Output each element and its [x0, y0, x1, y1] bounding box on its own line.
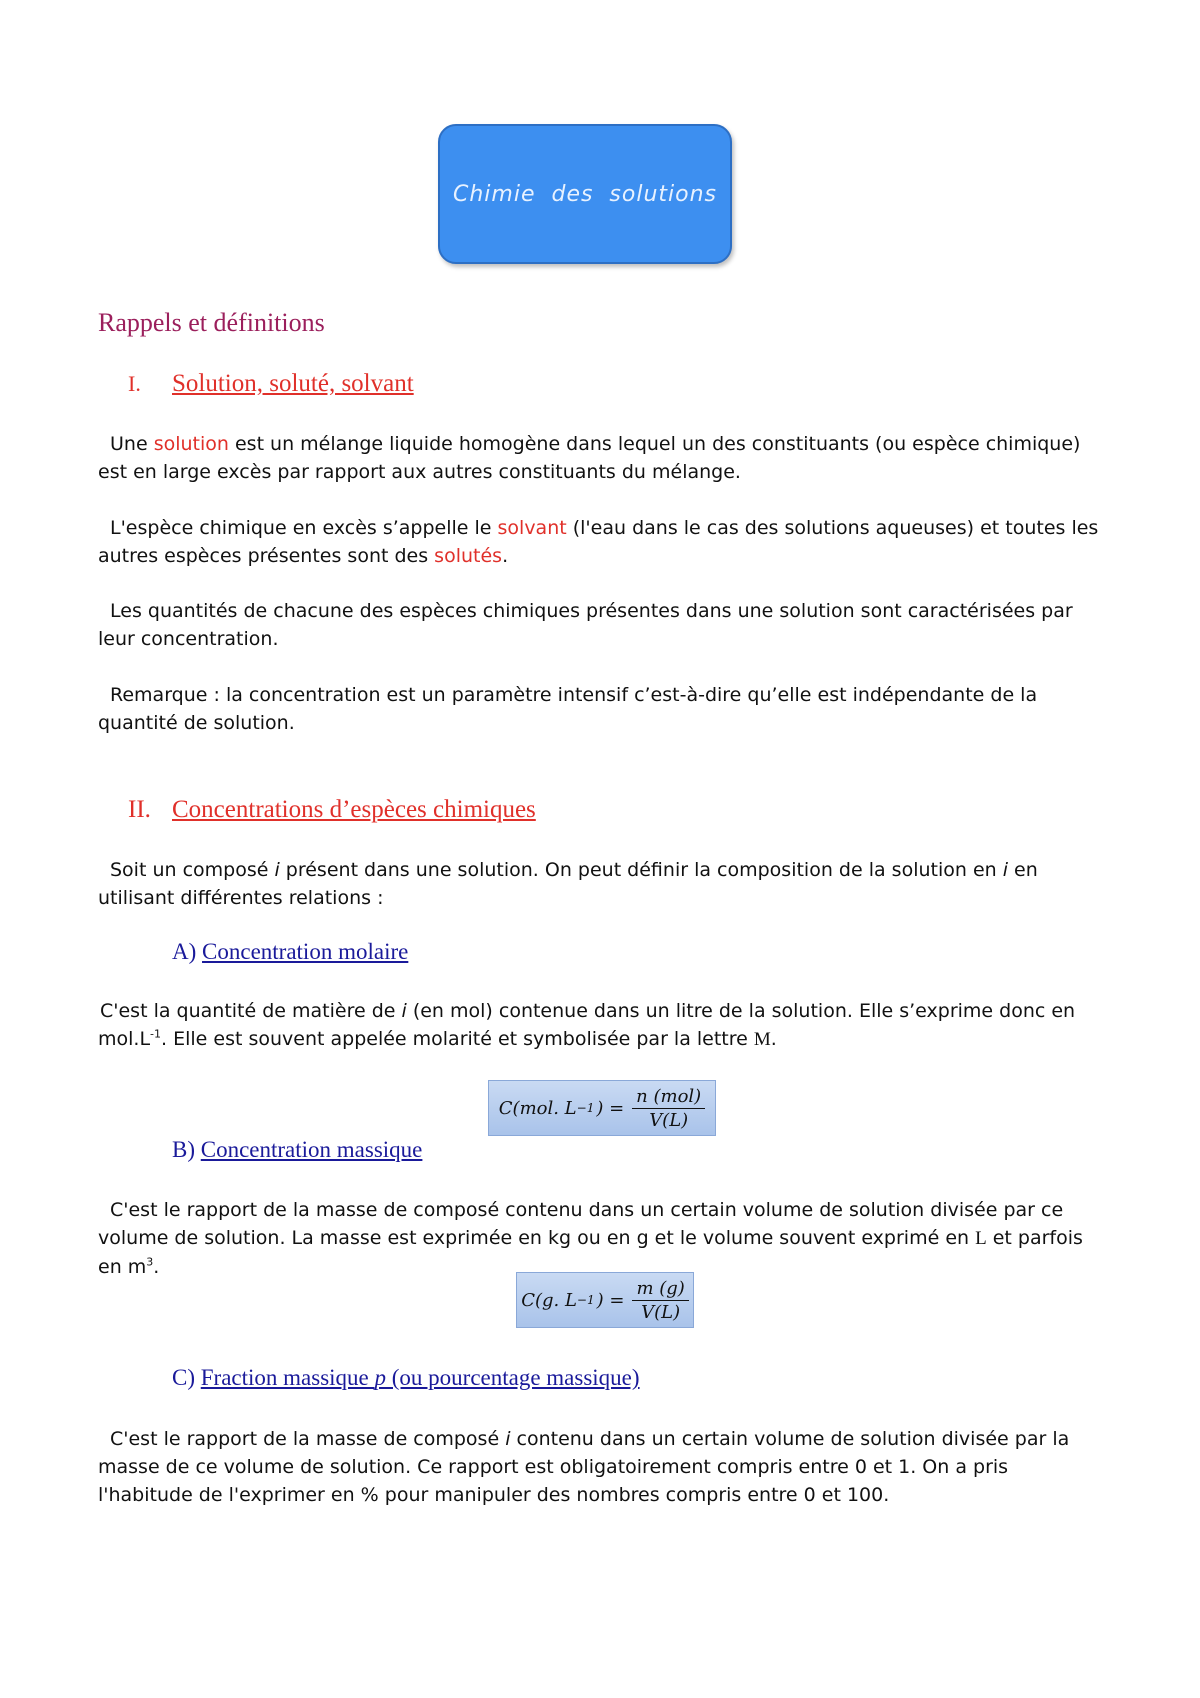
subsection-c-title: Fraction massique p (ou pourcentage massique)	[200, 1365, 640, 1390]
paragraph-quantities: Les quantités de chacune des espèces chimiques présentes dans une solution sont caractérisées par leur concentration.	[98, 600, 1073, 650]
section-1-number: I.	[128, 371, 141, 396]
subsection-a-heading	[172, 939, 408, 965]
section-2-heading	[128, 796, 536, 824]
term-solvant: solvant	[497, 517, 567, 539]
section-1-title: Solution, soluté, solvant	[172, 370, 414, 397]
subsection-b-title: Concentration massique	[200, 1137, 423, 1162]
paragraph-mass-fraction: C'est le rapport de la masse de composé i contenu dans un certain volume de solution divisée par la masse de ce volume de solution. Ce rapport est obligatoirement compris entre 0 et 1. On a pris l'habitude de l'exprimer en % pour manipuler des nombres compris entre 0 et 100.	[98, 1428, 1070, 1506]
formula-molar-concentration: C(mol. L −1 ) = $\frac{\text{n (mol)}}{V(L)}$	[488, 1080, 716, 1136]
paragraph-molar: C'est la quantité de matière de i (en mol) contenue dans un litre de la solution. Elle s’exprime donc en $mol.L^{-1}$. Elle est souvent appelée molarité et symbolisée par la lettre M.	[98, 1000, 1076, 1050]
term-solution: solution	[153, 433, 229, 455]
subsection-c-letter: C)	[172, 1365, 195, 1390]
paragraph-intro: Soit un composé i présent dans une solution. On peut définir la composition de la solution en i en utilisant différentes relations :	[98, 859, 1038, 909]
document-title-box	[438, 124, 732, 264]
document-title: Chimie des solutions	[452, 181, 718, 207]
formula-mass-concentration: C(g. L −1 ) = $\frac{m (g)}{V(L)}$	[516, 1272, 694, 1328]
paragraph-mass-concentration: C'est le rapport de la masse de composé contenu dans un certain volume de solution divisée par ce volume de solution. La masse est exprimée en kg ou en g et le volume souvent exprimé en L et parfois en $m^3$.	[98, 1199, 1083, 1278]
term-solutes: solutés	[434, 545, 503, 567]
paragraph-solvent: L'espèce chimique en excès s’appelle le solvant (l'eau dans le cas des solutions aqueuses) et toutes les autres espèces présentes sont des solutés.	[98, 517, 1099, 567]
subsection-b-heading	[172, 1137, 422, 1163]
section-1-heading	[128, 370, 414, 398]
subsection-b-letter: B)	[172, 1137, 195, 1162]
paragraph-remark: Remarque : la concentration est un paramètre intensif c’est-à-dire qu’elle est indépendante de la quantité de solution.	[98, 684, 1038, 734]
section-2-number: II.	[128, 796, 151, 823]
subsection-a-title: Concentration molaire	[202, 939, 409, 964]
subsection-c-heading	[172, 1365, 640, 1391]
section-2-title: Concentrations d’espèces chimiques	[172, 796, 536, 823]
subsection-a-letter: A)	[172, 939, 197, 964]
page-heading: Rappels et définitions	[98, 308, 325, 337]
paragraph-solution: Une solution est un mélange liquide homogène dans lequel un des constituants (ou espèce chimique) est en large excès par rapport aux autres constituants du mélange.	[98, 433, 1081, 483]
